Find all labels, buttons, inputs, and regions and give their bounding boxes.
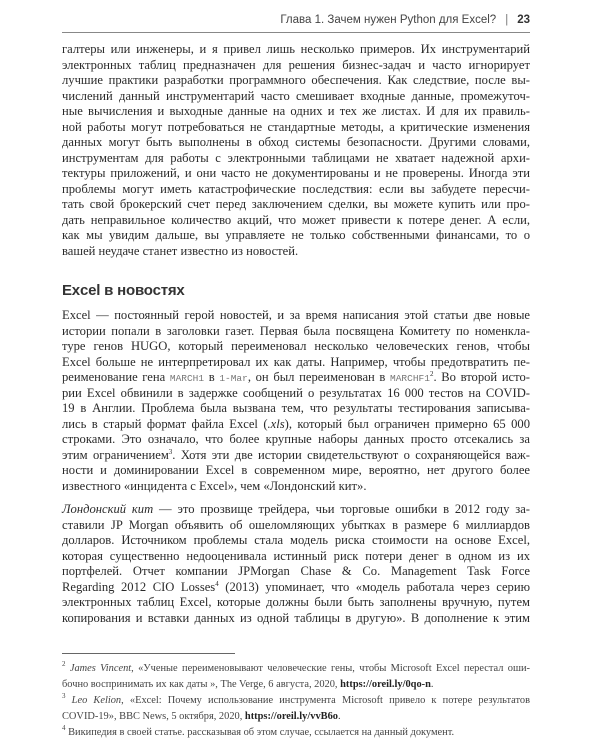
footnote-author: Leo Kelion [71,695,122,706]
text: (2013) упоминает, что «модель работала через серию [218,579,530,594]
footnote-2 [62,662,530,693]
text-line: инструментам для работы с электронными таблицами не хватает надежной архи- [62,150,530,165]
footnote-number: 2 [62,660,66,668]
paragraph-3 [62,502,530,626]
running-header [62,14,530,33]
text-line: лучшие практики разработки программного обеспечения. Как следствие, после вы- [62,73,530,87]
page-number: 23 [517,14,530,26]
footnote-author: James Vincent [69,663,132,674]
text-line: Excel больше не интерпретировал их как даты. Например, чтобы предотвратить пе- [62,354,530,369]
text: этим ограничением [62,447,169,462]
text-line: числений данный инструментарий часто смешивает входные данные, промежуточ- [62,88,530,103]
paragraph-1 [62,42,530,259]
text: . [337,710,341,722]
text-line: данных могут быть выполнены в обход системы безопасности. Другими словами, [62,135,530,149]
text-line: галтеры или инженеры, и я привел лишь несколько примеров. Их инструментарий [62,42,530,56]
code-gene-name: MARCH1 [169,373,205,384]
text-line: ные вычисления и выходные данные на одних и тех же листах. И для их правиль- [62,104,530,118]
text: лись в старый формат файла Excel ( [62,416,268,431]
footnote-line [62,726,530,742]
footnote-divider [62,653,235,654]
term-london-whale: Лондонский кит [62,502,154,516]
text: . Во второй исто- [433,370,530,384]
footnote-line [62,710,530,726]
text-line: долларов. Источником проблемы стала модель риска стоимости на основе Excel, [62,533,530,547]
text: . Хотя эти две истории свидетельствуют о сохраняющейся важ- [172,447,531,462]
text-line [62,417,530,433]
text: Википедия в своей статье. рассказывая об этом случае, ссылается на данный документ. [65,727,455,738]
text: , он был переименован в [247,370,391,384]
footnote-ref-4[interactable]: 4 [215,579,219,588]
text: COVID-19», BBC News, 5 октября, 2020, [62,710,245,722]
text-line: рии Excel обвинили в задержке сообщений о результатах 16 000 тестов на COVID- [62,385,530,400]
file-extension: .xls [267,416,285,431]
text-line: копирования и вставки данных из одной таблицы в другую». В дополнение к этим [62,610,530,625]
paragraph-2 [62,308,530,494]
text-line: ной работы могут потребоваться не стандартные методы, а критические изменения [62,119,530,134]
chapter-title: Глава 1. Зачем нужен Python для Excel? [280,14,497,26]
text-line: как мы увидим дальше, вы управляете не только собственными финансами, то о [62,228,530,242]
text: , «Excel: Почему использование инструмента Microsoft привело к потере результатов [121,695,530,706]
text-line: вашей неудаче станет известно из новостей. [62,243,299,258]
text-line: 19 в Англии. Проблема была вызвана тем, что результаты тестирования записыва- [62,401,530,415]
footnote-line [62,694,530,710]
text-line: проблемы могут иметь катастрофические последствия: если вы забудете пересчи- [62,181,530,196]
footnote-3 [62,694,530,725]
text-line: тектуры приложений, и они часто не документированы и не проверены. Иногда эти [62,166,530,180]
header-separator: | [505,14,509,26]
text: . [430,678,434,690]
text: — это прозвище трейдера, чьи торговые ошибки в 2012 году за- [153,502,531,516]
footnote-4 [62,726,530,742]
text: в [204,370,220,384]
text-line: известного «инцидента с Excel», чем «Лондонский кит». [62,478,367,493]
text-line: туре генов HUGO, который переименовал несколько человеческих генов, чтобы [62,339,530,353]
text: , «Ученые переименовывают человеческие гены, чтобы Microsoft Excel перестал оши- [131,663,530,674]
text: бочно воспринимать их как даты », The Verge, 6 августа, 2020, [62,678,341,690]
text-line [62,502,530,518]
text-line: ставили JP Morgan объявить об ошеломляющих убытках в размере 6 миллиардов [62,517,530,532]
text: Regarding 2012 CIO Losses [62,579,216,594]
section-heading: Excel в новостях [62,282,185,299]
footnote-number: 4 [62,724,66,732]
text-line [62,448,530,464]
text: ), который был ограничен примерно 65 000 [284,416,530,431]
footnote-line [62,678,530,694]
text-line: портфелей. Отчет компании JPMorgan Chase & Co. Management Task Force [62,564,530,578]
text-line: электронных таблиц предназначен для решения бизнес-задач и часто игнорирует [62,57,530,72]
text-line [62,580,530,596]
code-date: 1-Mar [219,373,248,384]
text-line: тать свой брокерский счет перед заключением сделки, вы можете купить или про- [62,197,530,211]
text-line: истории попали в заголовки газет. Первая была посвящена Комитету по номенкла- [62,323,530,338]
text: реименование гена [62,370,170,384]
text-line: ности и доминировании Excel в современном мире, вероятно, нет другого более [62,463,530,477]
text-line: дать неправильное количество акций, что может привести к потере денег. А если, [62,212,530,227]
footnote-line [62,662,530,678]
text-line: Excel — постоянный герой новостей, и за время написания этой статьи две новые [62,308,530,322]
footnote-link[interactable]: https://oreil.ly/0qo-n [340,678,431,690]
footnote-ref-2[interactable]: 2 [429,370,434,378]
text-line: строками. Это означало, что более крупные наборы данных просто отсекались за [62,432,530,446]
text-line: которая существенно недооценивала истинный риск потери денег в одном из их [62,548,530,563]
footnote-number: 3 [62,692,66,700]
footnote-link[interactable]: https://oreil.ly/vvB6o [244,710,338,722]
code-new-gene-name: MARCHF1 [390,373,430,384]
text-line [62,370,530,386]
footnote-ref-3[interactable]: 3 [168,447,173,456]
text-line: электронных таблиц Excel, которые должны были быть заполнены вручную, путем [62,595,530,609]
